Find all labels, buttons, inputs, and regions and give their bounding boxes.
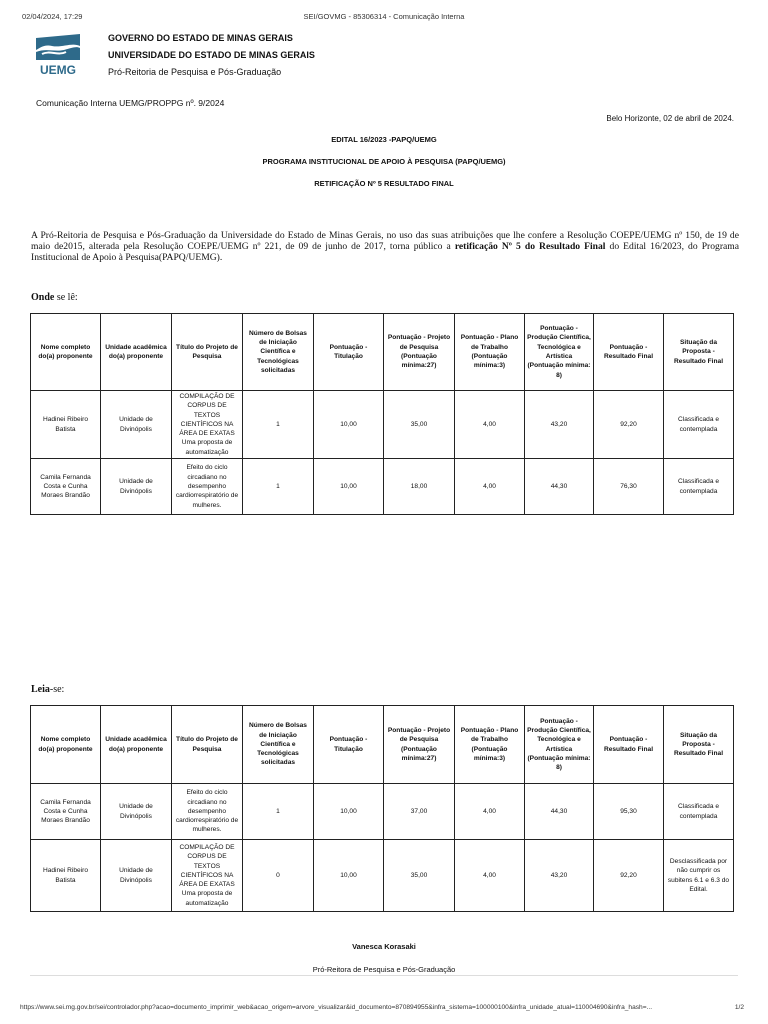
table-cell: Efeito do ciclo circadiano no desempenho cardiorrespiratório de mulheres. [172, 784, 243, 840]
intro-part2: do Edital 16/2023, do Programa Institucional de Apoio à Pesquisa(PAPQ/UEMG). [31, 241, 739, 263]
table-cell: 4,00 [455, 784, 525, 840]
program-title: PROGRAMA INSTITUCIONAL DE APOIO À PESQUISA (PAPQ/UEMG) [262, 157, 506, 166]
table-cell: 10,00 [314, 459, 384, 515]
logo-text: UEMG [40, 63, 76, 77]
table-cell: Classificada e contemplada [664, 784, 734, 840]
col-header: Título do Projeto de Pesquisa [172, 706, 243, 784]
edital-title: EDITAL 16/2023 -PAPQ/UEMG [331, 135, 437, 144]
table-cell: Unidade de Divinópolis [101, 784, 172, 840]
col-header: Situação da Proposta - Resultado Final [664, 706, 734, 784]
communication-number: Comunicação Interna UEMG/PROPPG nº. 9/2024 [36, 98, 225, 108]
table-cell: Camila Fernanda Costa e Cunha Moraes Brandão [31, 459, 101, 515]
table-cell: 35,00 [384, 840, 455, 912]
letterhead-line-proreitoria: Pró-Reitoria de Pesquisa e Pós-Graduação [108, 67, 282, 77]
print-datetime: 02/04/2024, 17:29 [22, 12, 83, 21]
table-cell: 0 [243, 840, 314, 912]
col-header: Pontuação - Produção Científica, Tecnológica e Artística (Pontuação mínima: 8) [525, 706, 594, 784]
col-header: Pontuação - Projeto de Pesquisa (Pontuação mínima:27) [384, 314, 455, 391]
table-cell: Camila Fernanda Costa e Cunha Moraes Brandão [31, 784, 101, 840]
col-header: Pontuação - Resultado Final [594, 706, 664, 784]
intro-bold: retificação Nº 5 do Resultado Final [454, 241, 606, 252]
table-cell: 1 [243, 391, 314, 459]
results-table-original [30, 313, 734, 515]
signature-name: Vanesca Korasaki [352, 942, 416, 951]
col-header: Título do Projeto de Pesquisa [172, 314, 243, 391]
table-cell: COMPILAÇÃO DE CORPUS DE TEXTOS CIENTÍFICOS NA ÁREA DE EXATAS Uma proposta de automatização [172, 391, 243, 459]
col-header: Pontuação - Plano de Trabalho (Pontuação mínima:3) [455, 706, 525, 784]
intro-part1: A Pró-Reitoria de Pesquisa e Pós-Graduação da Universidade do Estado de Minas Gerais, no uso das suas atribuições que lhe confere a Resolução COEPE/UEMG nº 150, de 19 de maio de2015, alterada pela Resolução COEPE/UEMG nº 221, de 09 de junho de 2017, torna público a [31, 230, 739, 252]
uemg-logo [32, 32, 84, 78]
onde-se-le-label: Onde se lê: [31, 292, 78, 303]
leia-se-label: Leia-se: [31, 684, 65, 695]
rectification-title: RETIFICAÇÃO Nº 5 RESULTADO FINAL [314, 179, 454, 188]
col-header: Situação da Proposta - Resultado Final [664, 314, 734, 391]
table-cell: 92,20 [594, 391, 664, 459]
col-header: Unidade acadêmica do(a) proponente [101, 706, 172, 784]
table-cell: 4,00 [455, 459, 525, 515]
table-cell: Efeito do ciclo circadiano no desempenho cardiorrespiratório de mulheres. [172, 459, 243, 515]
table-cell: 10,00 [314, 840, 384, 912]
table-row [31, 784, 734, 840]
table-cell: 1 [243, 784, 314, 840]
signature-role: Pró-Reitora de Pesquisa e Pós-Graduação [312, 965, 456, 974]
table-cell: 37,00 [384, 784, 455, 840]
col-header: Pontuação - Titulação [314, 706, 384, 784]
table-row [31, 459, 734, 515]
footer-url: https://www.sei.mg.gov.br/sei/controlador.php?acao=documento_imprimir_web&acao_origem=arvore_visualizar&id_documento=870894955&infra_sistema=100000100&infra_unidade_atual=110004690&infra_hash=... [20, 1004, 653, 1011]
table-cell: 35,00 [384, 391, 455, 459]
place-date: Belo Horizonte, 02 de abril de 2024. [606, 114, 734, 123]
divider [30, 975, 738, 976]
letterhead-line-government: GOVERNO DO ESTADO DE MINAS GERAIS [108, 33, 293, 43]
table-cell: 4,00 [455, 391, 525, 459]
table-cell: Unidade de Divinópolis [101, 391, 172, 459]
table-cell: Classificada e contemplada [664, 391, 734, 459]
table-cell: Classificada e contemplada [664, 459, 734, 515]
table-cell: 92,20 [594, 840, 664, 912]
table-cell: 76,30 [594, 459, 664, 515]
intro-paragraph [31, 230, 739, 263]
table-cell: Unidade de Divinópolis [101, 840, 172, 912]
table-cell: 43,20 [525, 840, 594, 912]
table-cell: Hadinei Ribeiro Batista [31, 391, 101, 459]
table-cell: 95,30 [594, 784, 664, 840]
table-cell: Unidade de Divinópolis [101, 459, 172, 515]
col-header: Nome completo do(a) proponente [31, 706, 101, 784]
footer-page-number: 1/2 [734, 1004, 744, 1011]
table-cell: 44,30 [525, 784, 594, 840]
table-row [31, 391, 734, 459]
table-cell: Hadinei Ribeiro Batista [31, 840, 101, 912]
table-header-row [31, 706, 734, 784]
table-cell: 44,30 [525, 459, 594, 515]
letterhead-line-university: UNIVERSIDADE DO ESTADO DE MINAS GERAIS [108, 50, 315, 60]
col-header: Pontuação - Resultado Final [594, 314, 664, 391]
table-cell: COMPILAÇÃO DE CORPUS DE TEXTOS CIENTÍFICOS NA ÁREA DE EXATAS Uma proposta de automatização [172, 840, 243, 912]
table-cell: Desclassificada por não cumprir os subitens 6.1 e 6.3 do Edital. [664, 840, 734, 912]
print-doc-title: SEI/GOVMG - 85306314 - Comunicação Interna [303, 12, 465, 21]
table-cell: 43,20 [525, 391, 594, 459]
table-cell: 10,00 [314, 391, 384, 459]
col-header: Nome completo do(a) proponente [31, 314, 101, 391]
table-cell: 1 [243, 459, 314, 515]
col-header: Unidade acadêmica do(a) proponente [101, 314, 172, 391]
table-row [31, 840, 734, 912]
col-header: Pontuação - Plano de Trabalho (Pontuação mínima:3) [455, 314, 525, 391]
col-header: Pontuação - Titulação [314, 314, 384, 391]
col-header: Número de Bolsas de Iniciação Científica e Tecnológicas solicitadas [243, 706, 314, 784]
table-cell: 18,00 [384, 459, 455, 515]
col-header: Pontuação - Projeto de Pesquisa (Pontuação mínima:27) [384, 706, 455, 784]
col-header: Número de Bolsas de Iniciação Científica e Tecnológicas solicitadas [243, 314, 314, 391]
table-cell: 10,00 [314, 784, 384, 840]
table-header-row [31, 314, 734, 391]
table-cell: 4,00 [455, 840, 525, 912]
results-table-corrected [30, 705, 734, 912]
col-header: Pontuação - Produção Científica, Tecnológica e Artística (Pontuação mínima: 8) [525, 314, 594, 391]
